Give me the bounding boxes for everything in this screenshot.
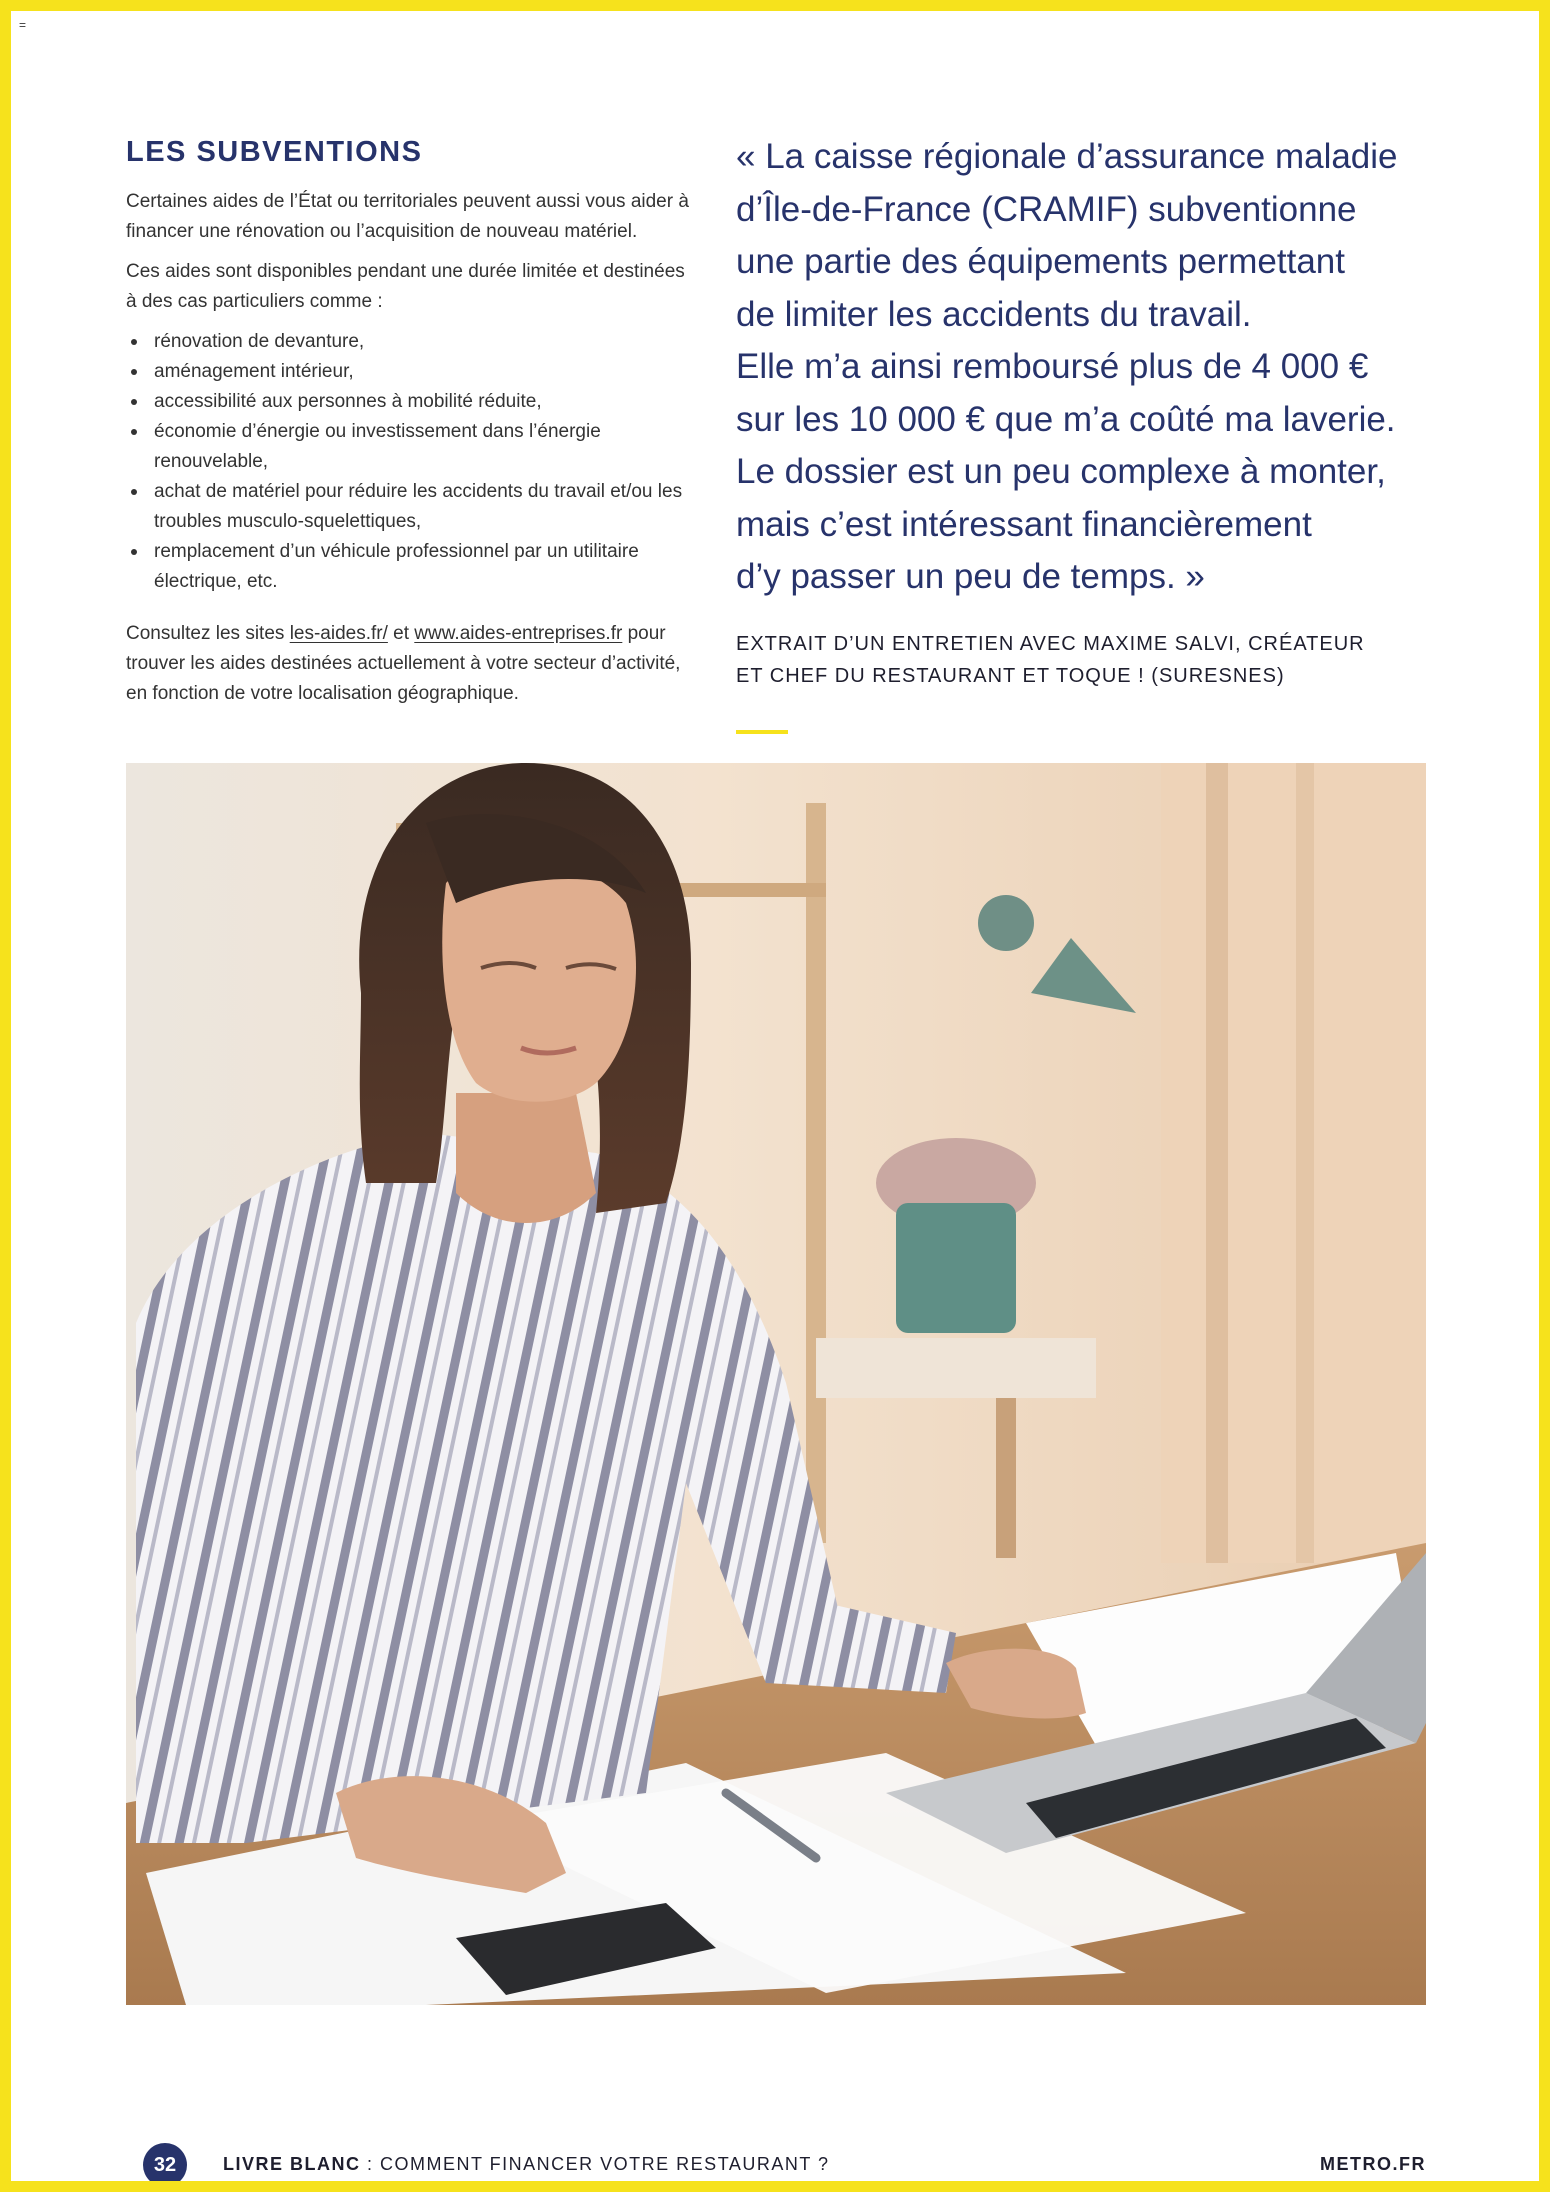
consult-middle: et <box>387 623 415 644</box>
link-les-aides[interactable]: les-aides.fr/ <box>289 623 388 644</box>
link-aides-entreprises[interactable]: www.aides-entreprises.fr <box>414 623 623 644</box>
list-item: achat de matériel pour réduire les accidents du travail et/ou les troubles musculo-squelettiques, <box>126 477 691 537</box>
accent-line <box>736 730 788 734</box>
intro-paragraph: Certaines aides de l’État ou territoriales peuvent aussi vous aider à financer une rénovation ou l’acquisition de nouveau matériel. <box>126 191 689 242</box>
availability-paragraph: Ces aides sont disponibles pendant une durée limitée et destinées à des cas particuliers comme : <box>126 261 685 312</box>
subventions-section <box>126 136 691 719</box>
subsidy-list <box>126 327 691 597</box>
list-item: remplacement d’un véhicule professionnel par un utilitaire électrique, etc. <box>126 537 691 597</box>
consult-paragraph <box>126 619 691 709</box>
consult-suffix: pour trouver les aides destinées actuellement à votre secteur d’activité, en fonction de votre localisation géographique. <box>126 623 681 704</box>
footer-title <box>223 2154 830 2175</box>
corner-mark: = <box>19 18 27 32</box>
quote-section <box>736 131 1436 734</box>
footer-title-bold: LIVRE BLANC <box>223 2154 361 2174</box>
footer-brand-link[interactable]: METRO.FR <box>1320 2154 1426 2174</box>
footer-title-rest: : COMMENT FINANCER VOTRE RESTAURANT ? <box>360 2154 830 2174</box>
page-number-badge: 32 <box>143 2143 187 2187</box>
list-item: rénovation de devanture, <box>126 327 691 357</box>
consult-prefix: Consultez les sites <box>126 623 290 644</box>
list-item: aménagement intérieur, <box>126 357 691 387</box>
photo-woman-calculator-laptop <box>126 763 1426 2005</box>
list-item: accessibilité aux personnes à mobilité réduite, <box>126 387 691 417</box>
list-item: économie d’énergie ou investissement dans l’énergie renouvelable, <box>126 417 691 477</box>
quote-attribution: EXTRAIT D’UN ENTRETIEN AVEC MAXIME SALVI, CRÉATEUR ET CHEF DU RESTAURANT ET TOQUE ! (SURESNES) <box>736 632 1365 687</box>
section-title: LES SUBVENTIONS <box>126 136 423 168</box>
footer <box>126 2141 1426 2189</box>
quote-text: « La caisse régionale d’assurance maladie d’Île-de-France (CRAMIF) subventionne une partie des équipements permettant de limiter les accidents du travail. Elle m’a ainsi remboursé plus de 4 000 € sur les 10 000 € que m’a coûté ma laverie. Le dossier est un peu complexe à monter, mais c’est intéressant financièrement d’y passer un peu de temps. » <box>736 137 1398 596</box>
